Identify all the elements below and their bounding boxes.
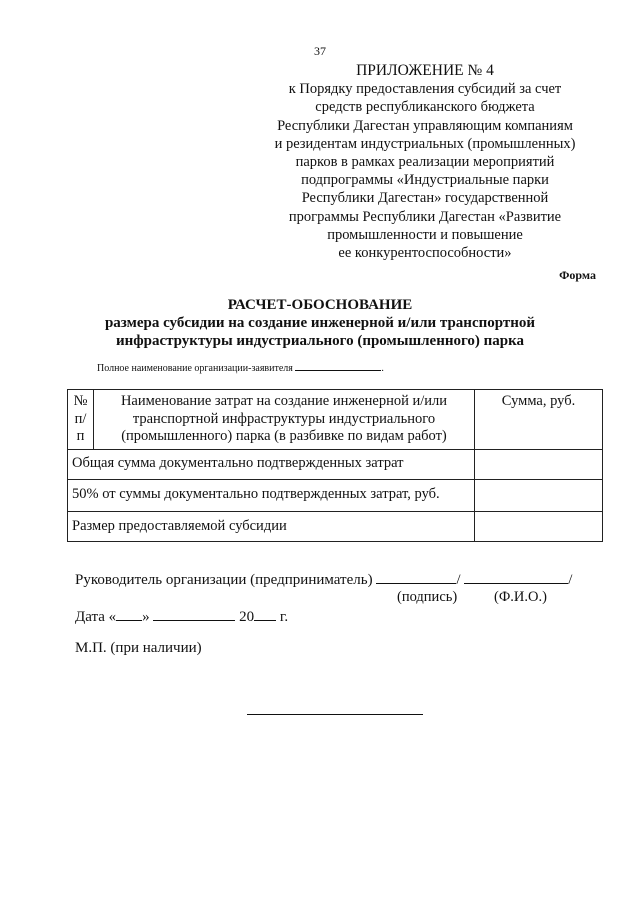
header-number-part: № xyxy=(73,393,88,409)
appendix-line: к Порядку предоставления субсидий за счет xyxy=(288,81,562,98)
table-row xyxy=(68,449,603,479)
appendix-line: парков в рамках реализации мероприятий xyxy=(295,154,555,171)
appendix-line: Республики Дагестан управляющим компаниям xyxy=(277,117,573,134)
caption-name: (Ф.И.О.) xyxy=(494,589,547,605)
stamp-note: М.П. (при наличии) xyxy=(75,640,202,656)
organization-name-end: . xyxy=(381,363,384,374)
row-label: 50% от суммы документально подтвержденных затрат, руб. xyxy=(68,479,475,512)
appendix-block xyxy=(250,62,600,262)
appendix-line: и резидентам индустриальных (промышленных) xyxy=(274,135,576,152)
appendix-title: ПРИЛОЖЕНИЕ № 4 xyxy=(356,62,494,79)
name-blank[interactable] xyxy=(464,569,568,584)
header-name-cell: Наименование затрат на создание инженерной и/или транспортной инфраструктуры индустриального (промышленного) парка (в разбивке по видам работ) xyxy=(94,390,475,450)
signature-separator: / xyxy=(456,572,461,588)
table-header-row xyxy=(68,390,603,450)
date-year-suffix: г. xyxy=(279,609,289,625)
appendix-line: подпрограммы «Индустриальные парки xyxy=(301,172,549,189)
date-row xyxy=(75,606,288,626)
table-row xyxy=(68,479,603,512)
header-number-part: п/ xyxy=(74,410,87,427)
document-title xyxy=(0,296,640,350)
table-row xyxy=(68,512,603,542)
form-label: Форма xyxy=(559,268,596,282)
header-sum-cell: Сумма, руб. xyxy=(475,390,603,450)
date-day-blank[interactable] xyxy=(116,606,142,621)
appendix-line: Республики Дагестан» государственной xyxy=(301,190,549,207)
title-subline: размера субсидии на создание инженерной и/или транспортной xyxy=(104,315,536,331)
signature-row xyxy=(75,569,572,589)
row-label: Общая сумма документально подтвержденных затрат xyxy=(68,449,475,479)
appendix-line: средств республиканского бюджета xyxy=(315,99,535,116)
appendix-line: программы Республики Дагестан «Развитие xyxy=(288,208,562,225)
header-number-part: п xyxy=(76,428,85,444)
organization-name-blank[interactable] xyxy=(295,361,381,371)
title-main: РАСЧЕТ-ОБОСНОВАНИЕ xyxy=(227,297,413,313)
row-label: Размер предоставляемой субсидии xyxy=(68,512,475,542)
date-close-quote: » xyxy=(142,609,150,625)
row-value-cell[interactable] xyxy=(475,512,603,542)
date-year-blank[interactable] xyxy=(254,606,276,621)
date-label: Дата « xyxy=(75,609,117,625)
appendix-line: ее конкурентоспособности» xyxy=(338,245,512,262)
caption-signature: (подпись) xyxy=(397,589,458,605)
date-year-prefix: 20 xyxy=(239,609,255,625)
organization-name-label: Полное наименование организации-заявителя xyxy=(97,363,293,374)
date-month-blank[interactable] xyxy=(153,606,235,621)
page-number: 37 xyxy=(314,44,326,58)
title-subline: инфраструктуры индустриального (промышленного) парка xyxy=(115,333,525,349)
header-number-cell xyxy=(68,390,94,450)
organization-name-line xyxy=(97,361,384,374)
signature-separator: / xyxy=(568,572,573,588)
row-value-cell[interactable] xyxy=(475,479,603,512)
appendix-line: промышленности и повышение xyxy=(327,226,523,243)
calculation-table xyxy=(67,389,603,542)
footer-divider xyxy=(247,714,423,715)
signature-label: Руководитель организации (предприниматель) xyxy=(75,572,373,588)
signature-blank[interactable] xyxy=(376,569,456,584)
row-value-cell[interactable] xyxy=(475,449,603,479)
